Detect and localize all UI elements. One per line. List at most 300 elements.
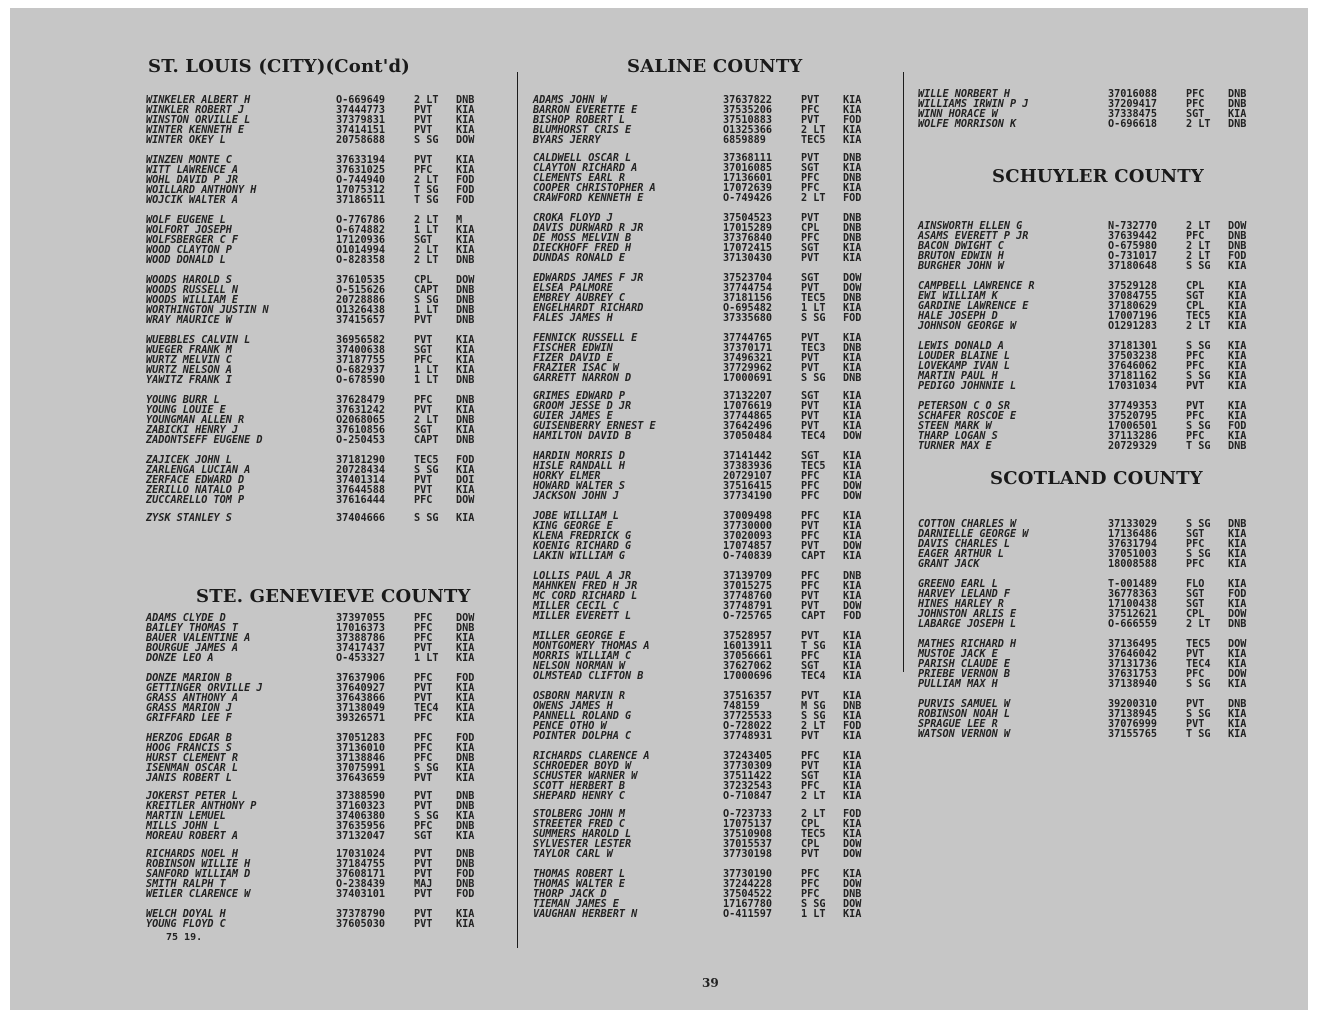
name-cell: BYARS JERRY xyxy=(533,135,601,146)
status-cell: M xyxy=(456,215,463,226)
rank-cell: 1 LT xyxy=(414,305,439,316)
name-cell: WOLFE MORRISON K xyxy=(918,119,1017,130)
rank-cell: PVT xyxy=(801,541,820,552)
serial-cell: 37748931 xyxy=(723,731,773,742)
name-cell: CLEMENTS EARL R xyxy=(533,173,626,184)
serial-cell: 37730000 xyxy=(723,521,773,532)
serial-cell: 17075137 xyxy=(723,819,773,830)
status-cell: FOD xyxy=(456,673,475,684)
serial-cell: 37414151 xyxy=(336,125,386,136)
status-cell: DNB xyxy=(456,305,475,316)
rank-cell: PVT xyxy=(1186,401,1205,412)
status-cell: KIA xyxy=(1228,371,1247,382)
serial-cell: 37516415 xyxy=(723,481,773,492)
status-cell: KIA xyxy=(456,155,475,166)
name-cell: WINKELER ALBERT H xyxy=(146,95,251,106)
serial-cell: 37734190 xyxy=(723,491,773,502)
name-cell: EDWARDS JAMES F JR xyxy=(533,273,644,284)
serial-cell: 37516357 xyxy=(723,691,773,702)
name-cell: WOLFSBERGER C F xyxy=(146,235,239,246)
status-cell: FOD xyxy=(843,611,862,622)
rank-cell: PVT xyxy=(414,155,433,166)
status-cell: KIA xyxy=(1228,109,1247,120)
name-cell: BISHOP ROBERT L xyxy=(533,115,626,126)
serial-cell: 37637822 xyxy=(723,95,773,106)
name-cell: YOUNG BURR L xyxy=(146,395,220,406)
status-cell: KIA xyxy=(456,105,475,116)
rank-cell: S SG xyxy=(414,465,439,476)
rank-cell: S SG xyxy=(1186,371,1211,382)
rank-cell: PVT xyxy=(1186,719,1205,730)
status-cell: FOD xyxy=(456,175,475,186)
serial-cell: 37744865 xyxy=(723,411,773,422)
status-cell: KIA xyxy=(1228,321,1247,332)
status-cell: KIA xyxy=(843,353,862,364)
rank-cell: 2 LT xyxy=(801,193,826,204)
name-cell: LAKIN WILLIAM G xyxy=(533,551,626,562)
serial-cell: 37015537 xyxy=(723,839,773,850)
status-cell: KIA xyxy=(1228,679,1247,690)
name-cell: YAWITZ FRANK I xyxy=(146,375,232,386)
rank-cell: S SG xyxy=(801,711,826,722)
serial-cell: O-749426 xyxy=(723,193,773,204)
name-cell: SHEPARD HENRY C xyxy=(533,791,626,802)
rank-cell: PVT xyxy=(414,643,433,654)
status-cell: KIA xyxy=(456,693,475,704)
serial-cell: O-695482 xyxy=(723,303,773,314)
rank-cell: SGT xyxy=(801,391,820,402)
status-cell: KIA xyxy=(843,641,862,652)
name-cell: BRUTON EDWIN H xyxy=(918,251,1004,262)
status-cell: KIA xyxy=(843,253,862,264)
status-cell: KIA xyxy=(843,751,862,762)
serial-cell: 37744765 xyxy=(723,333,773,344)
rank-cell: PFC xyxy=(801,531,820,542)
status-cell: DNB xyxy=(456,849,475,860)
rank-cell: PFC xyxy=(801,183,820,194)
rank-cell: PVT xyxy=(414,693,433,704)
name-cell: SMITH RALPH T xyxy=(146,879,226,890)
rank-cell: PFC xyxy=(414,623,433,634)
serial-cell: 37016085 xyxy=(723,163,773,174)
serial-cell: O-675980 xyxy=(1108,241,1158,252)
name-cell: GROOM JESSE D JR xyxy=(533,401,632,412)
name-cell: BARRON EVERETTE E xyxy=(533,105,638,116)
rank-cell: TEC4 xyxy=(801,671,826,682)
status-cell: DNB xyxy=(843,153,862,164)
status-cell: KIA xyxy=(1228,311,1247,322)
rank-cell: T SG xyxy=(414,185,439,196)
rank-cell: SGT xyxy=(1186,589,1205,600)
status-cell: DNB xyxy=(456,395,475,406)
serial-cell: 37627062 xyxy=(723,661,773,672)
serial-cell: 748159 xyxy=(723,701,760,712)
status-cell: KIA xyxy=(456,683,475,694)
name-cell: MILLER EVERETT L xyxy=(533,611,632,622)
name-cell: SCHUSTER WARNER W xyxy=(533,771,638,782)
serial-cell: 37232543 xyxy=(723,781,773,792)
serial-cell: 37406380 xyxy=(336,811,386,822)
status-cell: KIA xyxy=(1228,361,1247,372)
rank-cell: SGT xyxy=(1186,109,1205,120)
status-cell: DNB xyxy=(456,859,475,870)
name-cell: STEEN MARK W xyxy=(918,421,992,432)
rank-cell: SGT xyxy=(801,771,820,782)
name-cell: HOOG FRANCIS S xyxy=(146,743,232,754)
name-cell: WOOD DONALD L xyxy=(146,255,226,266)
serial-cell: 37631753 xyxy=(1108,669,1158,680)
status-cell: DOI xyxy=(456,475,475,486)
serial-cell: O-728022 xyxy=(723,721,773,732)
name-cell: GARRETT NARRON D xyxy=(533,373,632,384)
status-cell: KIA xyxy=(1228,381,1247,392)
serial-cell: 37136010 xyxy=(336,743,386,754)
serial-cell: 37184755 xyxy=(336,859,386,870)
status-cell: FOD xyxy=(1228,589,1247,600)
status-cell: KIA xyxy=(843,421,862,432)
status-cell: DOW xyxy=(456,495,475,506)
status-cell: DOW xyxy=(456,135,475,146)
rank-cell: 2 LT xyxy=(1186,221,1211,232)
rank-cell: PVT xyxy=(801,411,820,422)
status-cell: KIA xyxy=(456,225,475,236)
name-cell: CALDWELL OSCAR L xyxy=(533,153,632,164)
status-cell: DNB xyxy=(1228,231,1247,242)
rank-cell: CPL xyxy=(801,223,820,234)
rank-cell: SGT xyxy=(801,243,820,254)
rank-cell: TEC4 xyxy=(801,431,826,442)
name-cell: SYLVESTER LESTER xyxy=(533,839,632,850)
serial-cell: 37628479 xyxy=(336,395,386,406)
heading-scotland: SCOTLAND COUNTY xyxy=(990,468,1203,489)
serial-cell: O-678590 xyxy=(336,375,386,386)
status-cell: DNB xyxy=(843,213,862,224)
status-cell: KIA xyxy=(456,653,475,664)
serial-cell: 37084755 xyxy=(1108,291,1158,302)
serial-cell: 17136601 xyxy=(723,173,773,184)
serial-cell: 37444773 xyxy=(336,105,386,116)
serial-cell: 37725533 xyxy=(723,711,773,722)
status-cell: KIA xyxy=(843,95,862,106)
status-cell: KIA xyxy=(456,405,475,416)
rank-cell: PVT xyxy=(801,95,820,106)
name-cell: HARVEY LELAND F xyxy=(918,589,1011,600)
serial-cell: 37646062 xyxy=(1108,361,1158,372)
serial-cell: 20728886 xyxy=(336,295,386,306)
rank-cell: FLO xyxy=(1186,579,1205,590)
name-cell: PANNELL ROLAND G xyxy=(533,711,632,722)
roster-page xyxy=(10,8,1308,1010)
status-cell: KIA xyxy=(1228,599,1247,610)
status-cell: KIA xyxy=(1228,301,1247,312)
rank-cell: PFC xyxy=(1186,431,1205,442)
rank-cell: SGT xyxy=(801,163,820,174)
name-cell: YOUNG FLOYD C xyxy=(146,919,226,930)
rank-cell: S SG xyxy=(1186,519,1211,530)
rank-cell: TEC5 xyxy=(414,455,439,466)
name-cell: MOREAU ROBERT A xyxy=(146,831,239,842)
serial-cell: 37749353 xyxy=(1108,401,1158,412)
name-cell: LOUDER BLAINE L xyxy=(918,351,1011,362)
serial-cell: 37744754 xyxy=(723,283,773,294)
name-cell: ROBINSON NOAH L xyxy=(918,709,1011,720)
serial-cell: 36956582 xyxy=(336,335,386,346)
name-cell: MARTIN PAUL H xyxy=(918,371,998,382)
status-cell: DNB xyxy=(1228,241,1247,252)
name-cell: WILLIAMS IRWIN P J xyxy=(918,99,1029,110)
serial-cell: 37397055 xyxy=(336,613,386,624)
status-cell: KIA xyxy=(843,243,862,254)
name-cell: WELCH DOYAL H xyxy=(146,909,226,920)
rank-cell: PVT xyxy=(801,153,820,164)
name-cell: LABARGE JOSEPH L xyxy=(918,619,1017,630)
status-cell: KIA xyxy=(843,591,862,602)
name-cell: KOENIG RICHARD G xyxy=(533,541,632,552)
status-cell: KIA xyxy=(1228,351,1247,362)
status-cell: DNB xyxy=(456,623,475,634)
name-cell: COOPER CHRISTOPHER A xyxy=(533,183,656,194)
serial-cell: 37187755 xyxy=(336,355,386,366)
rank-cell: PVT xyxy=(801,521,820,532)
rank-cell: PFC xyxy=(801,105,820,116)
status-cell: KIA xyxy=(1228,529,1247,540)
rank-cell: PVT xyxy=(801,731,820,742)
name-cell: ZABICKI HENRY J xyxy=(146,425,239,436)
name-cell: JACKSON JOHN J xyxy=(533,491,619,502)
serial-cell: 20728434 xyxy=(336,465,386,476)
serial-cell: 18008588 xyxy=(1108,559,1158,570)
rank-cell: 2 LT xyxy=(1186,251,1211,262)
name-cell: HISLE RANDALL H xyxy=(533,461,626,472)
heading-saline: SALINE COUNTY xyxy=(627,56,803,77)
status-cell: KIA xyxy=(843,163,862,174)
rank-cell: TEC3 xyxy=(801,343,826,354)
serial-cell: O-744940 xyxy=(336,175,386,186)
serial-cell: 17100438 xyxy=(1108,599,1158,610)
serial-cell: 37379831 xyxy=(336,115,386,126)
serial-cell: 37631794 xyxy=(1108,539,1158,550)
status-cell: KIA xyxy=(843,781,862,792)
heading-schuyler: SCHUYLER COUNTY xyxy=(992,166,1204,187)
status-cell: DNB xyxy=(843,571,862,582)
name-cell: ADAMS JOHN W xyxy=(533,95,607,106)
serial-cell: O1014994 xyxy=(336,245,386,256)
status-cell: KIA xyxy=(843,731,862,742)
rank-cell: 2 LT xyxy=(414,415,439,426)
rank-cell: PVT xyxy=(414,485,433,496)
serial-cell: 37388590 xyxy=(336,791,386,802)
rank-cell: PVT xyxy=(801,253,820,264)
rank-cell: PVT xyxy=(801,421,820,432)
status-cell: KIA xyxy=(843,771,862,782)
name-cell: DONZE MARION B xyxy=(146,673,232,684)
rank-cell: PVT xyxy=(414,683,433,694)
serial-cell: 17120936 xyxy=(336,235,386,246)
name-cell: MILLER CECIL C xyxy=(533,601,619,612)
status-cell: DOW xyxy=(843,541,862,552)
serial-cell: 37244228 xyxy=(723,879,773,890)
serial-cell: O-710847 xyxy=(723,791,773,802)
rank-cell: CAPT xyxy=(414,435,439,446)
serial-cell: O1325366 xyxy=(723,125,773,136)
serial-cell: O-696618 xyxy=(1108,119,1158,130)
name-cell: GRIMES EDWARD P xyxy=(533,391,626,402)
name-cell: DUNDAS RONALD E xyxy=(533,253,626,264)
status-cell: DNB xyxy=(456,879,475,890)
serial-cell: 37631242 xyxy=(336,405,386,416)
status-cell: KIA xyxy=(843,401,862,412)
rank-cell: 2 LT xyxy=(414,255,439,266)
rank-cell: T SG xyxy=(801,641,826,652)
name-cell: ENGELHARDT RICHARD xyxy=(533,303,644,314)
serial-cell: 37133029 xyxy=(1108,519,1158,530)
rank-cell: TEC5 xyxy=(1186,311,1211,322)
rank-cell: T SG xyxy=(414,195,439,206)
rank-cell: PVT xyxy=(801,631,820,642)
rank-cell: PVT xyxy=(801,849,820,860)
rank-cell: PVT xyxy=(1186,381,1205,392)
rank-cell: TEC4 xyxy=(1186,659,1211,670)
name-cell: JOKERST PETER L xyxy=(146,791,239,802)
name-cell: FISCHER EDWIN xyxy=(533,343,613,354)
serial-cell: 37523704 xyxy=(723,273,773,284)
name-cell: MONTGOMERY THOMAS A xyxy=(533,641,650,652)
serial-cell: 37186511 xyxy=(336,195,386,206)
name-cell: LOVEKAMP IVAN L xyxy=(918,361,1011,372)
serial-cell: 37180648 xyxy=(1108,261,1158,272)
status-cell: DNB xyxy=(1228,99,1247,110)
rank-cell: PFC xyxy=(801,651,820,662)
status-cell: KIA xyxy=(456,743,475,754)
status-cell: KIA xyxy=(456,245,475,256)
serial-cell: 37383936 xyxy=(723,461,773,472)
rank-cell: PFC xyxy=(1186,89,1205,100)
serial-cell: N-732770 xyxy=(1108,221,1158,232)
name-cell: STREETER FRED C xyxy=(533,819,626,830)
serial-cell: 17074857 xyxy=(723,541,773,552)
name-cell: WOODS HAROLD S xyxy=(146,275,232,286)
name-cell: FENNICK RUSSELL E xyxy=(533,333,638,344)
rank-cell: S SG xyxy=(1186,709,1211,720)
name-cell: WOILLARD ANTHONY H xyxy=(146,185,257,196)
status-cell: KIA xyxy=(843,125,862,136)
status-cell: DOW xyxy=(1228,639,1247,650)
rank-cell: TEC5 xyxy=(1186,639,1211,650)
name-cell: WINZEN MONTE C xyxy=(146,155,232,166)
name-cell: HINES HARLEY R xyxy=(918,599,1004,610)
serial-cell: 37138049 xyxy=(336,703,386,714)
status-cell: KIA xyxy=(843,183,862,194)
rank-cell: PFC xyxy=(801,481,820,492)
rank-cell: PFC xyxy=(414,495,433,506)
rank-cell: PVT xyxy=(801,283,820,294)
serial-cell: 37243405 xyxy=(723,751,773,762)
name-cell: WUEBBLES CALVIN L xyxy=(146,335,251,346)
status-cell: KIA xyxy=(456,831,475,842)
serial-cell: 37132047 xyxy=(336,831,386,842)
serial-cell: 37113286 xyxy=(1108,431,1158,442)
rank-cell: TEC5 xyxy=(801,293,826,304)
serial-cell: 37417437 xyxy=(336,643,386,654)
rank-cell: PFC xyxy=(414,165,433,176)
status-cell: KIA xyxy=(456,355,475,366)
status-cell: FOD xyxy=(1228,421,1247,432)
serial-cell: 37730309 xyxy=(723,761,773,772)
rank-cell: PFC xyxy=(801,581,820,592)
name-cell: SCHAFER ROSCOE E xyxy=(918,411,1017,422)
serial-cell: 37644588 xyxy=(336,485,386,496)
status-cell: KIA xyxy=(456,763,475,774)
name-cell: OLMSTEAD CLIFTON B xyxy=(533,671,644,682)
name-cell: WITT LAWRENCE A xyxy=(146,165,239,176)
rank-cell: PVT xyxy=(414,315,433,326)
status-cell: DNB xyxy=(1228,441,1247,452)
status-cell: DNB xyxy=(843,373,862,384)
rank-cell: CPL xyxy=(414,275,433,286)
status-cell: DNB xyxy=(456,315,475,326)
rank-cell: PVT xyxy=(801,115,820,126)
status-cell: KIA xyxy=(843,521,862,532)
status-cell: DNB xyxy=(843,223,862,234)
status-cell: KIA xyxy=(843,791,862,802)
name-cell: CLAYTON RICHARD A xyxy=(533,163,638,174)
status-cell: KIA xyxy=(1228,341,1247,352)
status-cell: DOW xyxy=(456,613,475,624)
rank-cell: PFC xyxy=(801,173,820,184)
name-cell: BAILEY THOMAS T xyxy=(146,623,239,634)
name-cell: GRIFFARD LEE F xyxy=(146,713,232,724)
serial-cell: O-682937 xyxy=(336,365,386,376)
rank-cell: 2 LT xyxy=(414,175,439,186)
rank-cell: PFC xyxy=(801,471,820,482)
serial-cell: 37020093 xyxy=(723,531,773,542)
serial-cell: 17016373 xyxy=(336,623,386,634)
status-cell: DNB xyxy=(1228,519,1247,530)
name-cell: PULLIAM MAX H xyxy=(918,679,998,690)
name-cell: CRAWFORD KENNETH E xyxy=(533,193,644,204)
status-cell: FOD xyxy=(843,115,862,126)
status-cell: DNB xyxy=(843,889,862,900)
status-cell: KIA xyxy=(843,869,862,880)
name-cell: DE MOSS MELVIN B xyxy=(533,233,632,244)
name-cell: EAGER ARTHUR L xyxy=(918,549,1004,560)
rank-cell: PVT xyxy=(414,919,433,930)
serial-cell: 37640927 xyxy=(336,683,386,694)
status-cell: KIA xyxy=(1228,549,1247,560)
name-cell: TAYLOR CARL W xyxy=(533,849,613,860)
status-cell: KIA xyxy=(1228,579,1247,590)
serial-cell: 36778363 xyxy=(1108,589,1158,600)
status-cell: DNB xyxy=(456,285,475,296)
serial-cell: 37496321 xyxy=(723,353,773,364)
status-cell: DNB xyxy=(456,295,475,306)
serial-cell: 20729107 xyxy=(723,471,773,482)
serial-cell: 17031024 xyxy=(336,849,386,860)
name-cell: DAVIS DURWARD R JR xyxy=(533,223,644,234)
status-cell: KIA xyxy=(456,115,475,126)
rank-cell: PVT xyxy=(801,213,820,224)
serial-cell: O1291283 xyxy=(1108,321,1158,332)
serial-cell: 37748791 xyxy=(723,601,773,612)
status-cell: KIA xyxy=(456,513,475,524)
rank-cell: TEC5 xyxy=(801,829,826,840)
page-number: 39 xyxy=(702,976,719,990)
rank-cell: 1 LT xyxy=(801,303,826,314)
status-cell: KIA xyxy=(456,633,475,644)
rank-cell: S SG xyxy=(1186,549,1211,560)
serial-cell: 17031034 xyxy=(1108,381,1158,392)
rank-cell: CPL xyxy=(1186,301,1205,312)
